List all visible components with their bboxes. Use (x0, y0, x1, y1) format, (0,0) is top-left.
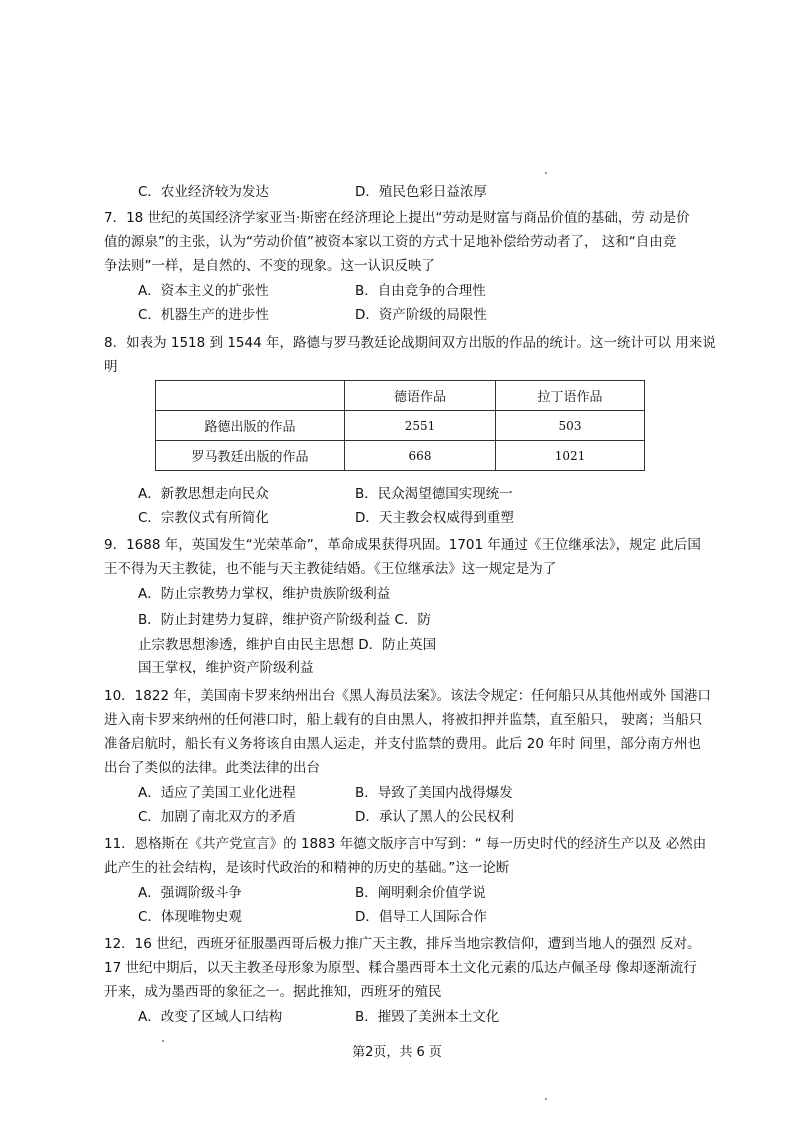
q7-stem-line-2: 值的源泉”的主张，认为“劳动价值”被资本家以工资的方式十足地补偿给劳动者了， 这和“自由竞 (104, 234, 677, 250)
q11-option-a: A．强调阶级斗争 (138, 885, 242, 901)
q7-option-b: B．自由竞争的合理性 (355, 283, 486, 299)
q10-option-a: A．适应了美国工业化进程 (138, 785, 296, 801)
table-cell: 503 (496, 411, 645, 441)
q10-option-b: B．导致了美国内战得爆发 (355, 785, 513, 801)
q12-option-b: B．摧毁了美洲本土文化 (355, 1009, 500, 1025)
q7-option-c: C．机器生产的进步性 (138, 307, 269, 323)
scan-speck (162, 1040, 164, 1042)
q10-option-c: C．加剧了南北双方的矛盾 (138, 809, 296, 825)
q9-option-line-4: 国王掌权，维护资产阶级利益 (138, 660, 314, 676)
q10-stem-line-1: 10．1822 年，美国南卡罗来纳州出台《黑人海员法案》。该法令规定：任何船只从其他州或外 国港口 (104, 688, 711, 704)
table-row (156, 441, 645, 471)
q9-stem-line-2: 王不得为天主教徒，也不能与天主教徒结婚。《王位继承法》这一规定是为了 (104, 561, 557, 577)
q11-option-d: D．倡导工人国际合作 (355, 909, 487, 925)
q6-option-d: D．殖民色彩日益浓厚 (355, 184, 487, 200)
q11-option-c: C．体现唯物史观 (138, 909, 242, 925)
q9-option-line-2: B．防止封建势力复辟，维护资产阶级利益 C．防 (138, 612, 431, 628)
q9-option-line-3: 止宗教思想渗透，维护自由民主思想 D．防止英国 (138, 637, 437, 653)
table-row (156, 411, 645, 441)
table-cell: 路德出版的作品 (156, 411, 345, 441)
q10-stem-line-4: 出台了类似的法律。此类法律的出台 (104, 760, 320, 776)
q8-option-c: C．宗教仪式有所简化 (138, 510, 269, 526)
q8-statistics-table (155, 380, 645, 471)
q11-stem-line-2: 此产生的社会结构，是该时代政治的和精神的历史的基础。”这一论断 (104, 860, 510, 876)
q12-stem-line-2: 17 世纪中期后，以天主教圣母形象为原型、糅合墨西哥本土文化元素的瓜达卢佩圣母 像却逐渐流行 (104, 960, 697, 976)
q12-option-a: A．改变了区域人口结构 (138, 1009, 283, 1025)
table-cell: 668 (345, 441, 496, 471)
table-header-cell: 拉丁语作品 (496, 381, 645, 411)
q9-stem-line-1: 9．1688 年，英国发生“光荣革命”，革命成果获得巩固。1701 年通过《王位继承法》，规定 此后国 (104, 537, 701, 553)
q6-option-c: C．农业经济较为发达 (138, 184, 269, 200)
q7-stem-line-3: 争法则”一样，是自然的、不变的现象。这一认识反映了 (104, 258, 435, 274)
q8-stem-line-2: 明 (104, 359, 118, 375)
q8-option-d: D．天主教会权威得到重塑 (355, 510, 514, 526)
q12-stem-line-1: 12．16 世纪，西班牙征服墨西哥后极力推广天主教，排斥当地宗教信仰，遭到当地人的强烈 反对。 (104, 936, 701, 952)
scan-speck (545, 172, 547, 174)
table-header-cell: 德语作品 (345, 381, 496, 411)
table-header-row (156, 381, 645, 411)
q7-stem-line-1: 7．18 世纪的英国经济学家亚当·斯密在经济理论上提出“劳动是财富与商品价值的基础，劳 动是价 (104, 210, 690, 226)
q9-option-line-1: A．防止宗教势力掌权，维护贵族阶级利益 (138, 586, 391, 602)
q7-option-a: A．资本主义的扩张性 (138, 283, 269, 299)
q12-stem-line-3: 开来，成为墨西哥的象征之一。据此推知，西班牙的殖民 (104, 984, 442, 1000)
q10-option-d: D．承认了黑人的公民权利 (355, 809, 514, 825)
q8-option-a: A．新教思想走向民众 (138, 486, 269, 502)
q8-stem-line-1: 8．如表为 1518 到 1544 年，路德与罗马教廷论战期间双方出版的作品的统计。这一统计可以 用来说 (104, 335, 716, 351)
q10-stem-line-3: 准备启航时，船长有义务将该自由黑人运走，并支付监禁的费用。此后 20 年时 间里，部分南方州也 (104, 736, 702, 752)
q8-option-b: B．民众渴望德国实现统一 (355, 486, 513, 502)
table-cell: 2551 (345, 411, 496, 441)
page-footer: 第2页，共 6 页 (352, 1045, 442, 1060)
table-cell: 1021 (496, 441, 645, 471)
table-cell: 罗马教廷出版的作品 (156, 441, 345, 471)
q11-option-b: B．阐明剩余价值学说 (355, 885, 486, 901)
scan-speck (545, 1098, 547, 1100)
q10-stem-line-2: 进入南卡罗来纳州的任何港口时，船上载有的自由黑人，将被扣押并监禁，直至船只， 驶离；当船只 (104, 712, 703, 728)
q7-option-d: D．资产阶级的局限性 (355, 307, 487, 323)
q11-stem-line-1: 11．恩格斯在《共产党宣言》的 1883 年德文版序言中写到：“ 每一历史时代的经济生产以及 必然由 (104, 836, 707, 852)
table-header-cell (156, 381, 345, 411)
